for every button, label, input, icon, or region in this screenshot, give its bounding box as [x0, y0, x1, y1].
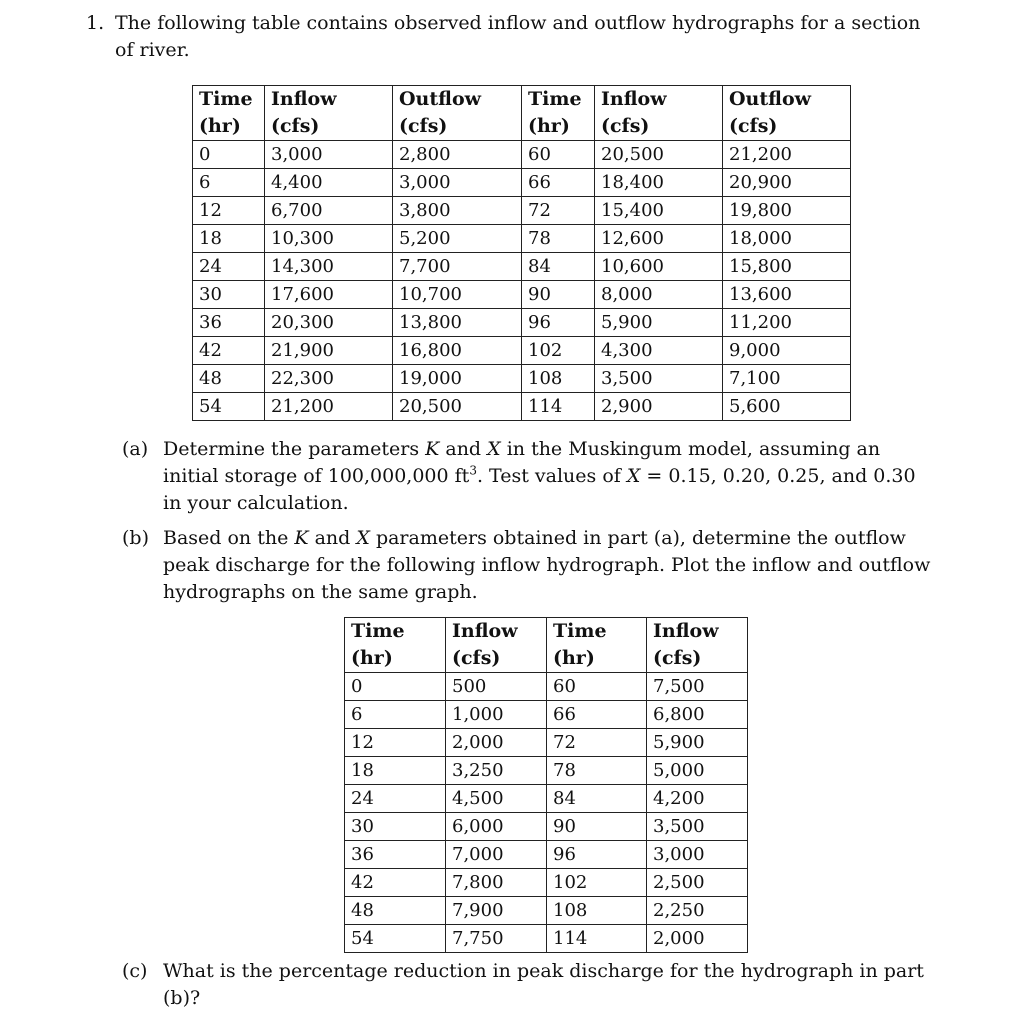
header-inflow: Inflow: [265, 86, 393, 114]
table-cell: 13,600: [723, 281, 851, 309]
table-header-units-row: [193, 113, 851, 141]
header-unit: (cfs): [595, 113, 723, 141]
table-cell: 18: [193, 225, 265, 253]
table-cell: 90: [522, 281, 595, 309]
header-unit: (cfs): [723, 113, 851, 141]
table-cell: 42: [345, 869, 446, 897]
table-row: [193, 169, 851, 197]
table-cell: 36: [345, 841, 446, 869]
table-cell: 72: [522, 197, 595, 225]
table-cell: 7,700: [393, 253, 522, 281]
table-cell: 10,700: [393, 281, 522, 309]
part-b-label: (b): [122, 527, 149, 549]
table-header-row: [345, 618, 748, 646]
table-row: [345, 785, 748, 813]
table-cell: 12: [193, 197, 265, 225]
table-cell: 5,200: [393, 225, 522, 253]
table-cell: 60: [547, 673, 647, 701]
table-cell: 60: [522, 141, 595, 169]
table-cell: 78: [547, 757, 647, 785]
table-cell: 114: [547, 925, 647, 953]
part-c-label: (c): [122, 960, 148, 982]
table-cell: 3,000: [393, 169, 522, 197]
table-cell: 54: [345, 925, 446, 953]
table-cell: 7,100: [723, 365, 851, 393]
table-cell: 4,200: [647, 785, 748, 813]
table-cell: 24: [345, 785, 446, 813]
table-cell: 21,900: [265, 337, 393, 365]
part-c: [122, 958, 932, 1012]
table-cell: 6: [193, 169, 265, 197]
table-cell: 21,200: [723, 141, 851, 169]
header-unit: (cfs): [446, 645, 547, 673]
table-row: [193, 309, 851, 337]
table-cell: 5,600: [723, 393, 851, 421]
table-row: [345, 813, 748, 841]
table-row: [193, 337, 851, 365]
table-cell: 6: [345, 701, 446, 729]
table-cell: 2,800: [393, 141, 522, 169]
table-cell: 7,000: [446, 841, 547, 869]
table-cell: 7,800: [446, 869, 547, 897]
table-header-units-row: [345, 645, 748, 673]
table-cell: 20,900: [723, 169, 851, 197]
header-unit: (hr): [345, 645, 446, 673]
part-b: [122, 525, 932, 606]
table-cell: 3,800: [393, 197, 522, 225]
table-cell: 6,000: [446, 813, 547, 841]
problem-statement: [86, 10, 936, 64]
table-cell: 4,500: [446, 785, 547, 813]
table-cell: 12,600: [595, 225, 723, 253]
header-unit: (hr): [522, 113, 595, 141]
table-cell: 6,800: [647, 701, 748, 729]
table-cell: 19,800: [723, 197, 851, 225]
table-cell: 5,900: [647, 729, 748, 757]
table-cell: 3,500: [595, 365, 723, 393]
table-cell: 48: [193, 365, 265, 393]
table-row: [345, 701, 748, 729]
table-cell: 78: [522, 225, 595, 253]
table-row: [193, 197, 851, 225]
table-cell: 18,400: [595, 169, 723, 197]
header-unit: (cfs): [647, 645, 748, 673]
table-row: [345, 841, 748, 869]
table-row: [345, 729, 748, 757]
header-time: Time: [547, 618, 647, 646]
table-cell: 42: [193, 337, 265, 365]
observed-hydrograph-table: [192, 85, 851, 421]
table-cell: 84: [547, 785, 647, 813]
table-cell: 7,900: [446, 897, 547, 925]
table-cell: 12: [345, 729, 446, 757]
table-cell: 5,000: [647, 757, 748, 785]
header-inflow: Inflow: [647, 618, 748, 646]
table-row: [193, 365, 851, 393]
table-cell: 30: [345, 813, 446, 841]
header-inflow: Inflow: [595, 86, 723, 114]
table-cell: 13,800: [393, 309, 522, 337]
table-row: [345, 869, 748, 897]
part-b-text: Based on the K and X parameters obtained in part (a), determine the outflow peak discharge for the following inflow hydrograph. Plot the inflow and outflow hydrographs on the same graph.: [163, 527, 931, 603]
table-row: [345, 925, 748, 953]
table-cell: 2,000: [446, 729, 547, 757]
table-cell: 22,300: [265, 365, 393, 393]
table-cell: 10,300: [265, 225, 393, 253]
table-cell: 108: [522, 365, 595, 393]
table-cell: 18: [345, 757, 446, 785]
table-cell: 3,000: [265, 141, 393, 169]
table-cell: 10,600: [595, 253, 723, 281]
table-cell: 66: [547, 701, 647, 729]
part-a: [122, 436, 932, 517]
part-c-text: What is the percentage reduction in peak discharge for the hydrograph in part (b)?: [163, 960, 924, 1009]
table-cell: 96: [522, 309, 595, 337]
table-cell: 0: [193, 141, 265, 169]
table-cell: 102: [522, 337, 595, 365]
table-cell: 19,000: [393, 365, 522, 393]
table-cell: 1,000: [446, 701, 547, 729]
table-row: [193, 281, 851, 309]
table-cell: 3,250: [446, 757, 547, 785]
table-cell: 7,500: [647, 673, 748, 701]
table-cell: 48: [345, 897, 446, 925]
header-unit: (hr): [547, 645, 647, 673]
problem-number: 1.: [86, 12, 105, 34]
header-unit: (cfs): [265, 113, 393, 141]
header-outflow: Outflow: [393, 86, 522, 114]
part-a-label: (a): [122, 438, 149, 460]
table-cell: 108: [547, 897, 647, 925]
table-cell: 15,800: [723, 253, 851, 281]
table-cell: 20,300: [265, 309, 393, 337]
header-time: Time: [193, 86, 265, 114]
table-cell: 24: [193, 253, 265, 281]
table-cell: 18,000: [723, 225, 851, 253]
table-row: [193, 253, 851, 281]
table-cell: 2,500: [647, 869, 748, 897]
table-cell: 14,300: [265, 253, 393, 281]
table-row: [345, 673, 748, 701]
table-cell: 114: [522, 393, 595, 421]
table-cell: 3,500: [647, 813, 748, 841]
table-cell: 21,200: [265, 393, 393, 421]
table-cell: 11,200: [723, 309, 851, 337]
table-cell: 72: [547, 729, 647, 757]
table-cell: 2,250: [647, 897, 748, 925]
table-cell: 66: [522, 169, 595, 197]
table-cell: 84: [522, 253, 595, 281]
table-row: [193, 393, 851, 421]
table-cell: 20,500: [393, 393, 522, 421]
header-unit: (cfs): [393, 113, 522, 141]
table-row: [193, 141, 851, 169]
table-cell: 4,300: [595, 337, 723, 365]
table-cell: 3,000: [647, 841, 748, 869]
table-cell: 20,500: [595, 141, 723, 169]
table-cell: 2,900: [595, 393, 723, 421]
table-cell: 30: [193, 281, 265, 309]
table-cell: 102: [547, 869, 647, 897]
header-outflow: Outflow: [723, 86, 851, 114]
table-row: [345, 897, 748, 925]
table-cell: 6,700: [265, 197, 393, 225]
table-cell: 500: [446, 673, 547, 701]
table-cell: 96: [547, 841, 647, 869]
header-unit: (hr): [193, 113, 265, 141]
table-cell: 9,000: [723, 337, 851, 365]
table-cell: 16,800: [393, 337, 522, 365]
table-cell: 54: [193, 393, 265, 421]
table-row: [345, 757, 748, 785]
table-header-row: [193, 86, 851, 114]
inflow-hydrograph-table: [344, 617, 748, 953]
header-time: Time: [345, 618, 446, 646]
header-inflow: Inflow: [446, 618, 547, 646]
table-cell: 2,000: [647, 925, 748, 953]
table-cell: 8,000: [595, 281, 723, 309]
table-cell: 5,900: [595, 309, 723, 337]
part-a-text: Determine the parameters K and X in the Muskingum model, assuming an initial storage of 100,000,000 $ft^3$. Test values of X = 0.15, 0.20, 0.25, and 0.30 in your calculation.: [163, 438, 916, 514]
table-cell: 15,400: [595, 197, 723, 225]
table-cell: 90: [547, 813, 647, 841]
table-cell: 7,750: [446, 925, 547, 953]
problem-text: The following table contains observed inflow and outflow hydrographs for a section of river.: [115, 12, 921, 61]
table-row: [193, 225, 851, 253]
table-cell: 0: [345, 673, 446, 701]
header-time: Time: [522, 86, 595, 114]
table-cell: 4,400: [265, 169, 393, 197]
table-cell: 17,600: [265, 281, 393, 309]
table-cell: 36: [193, 309, 265, 337]
